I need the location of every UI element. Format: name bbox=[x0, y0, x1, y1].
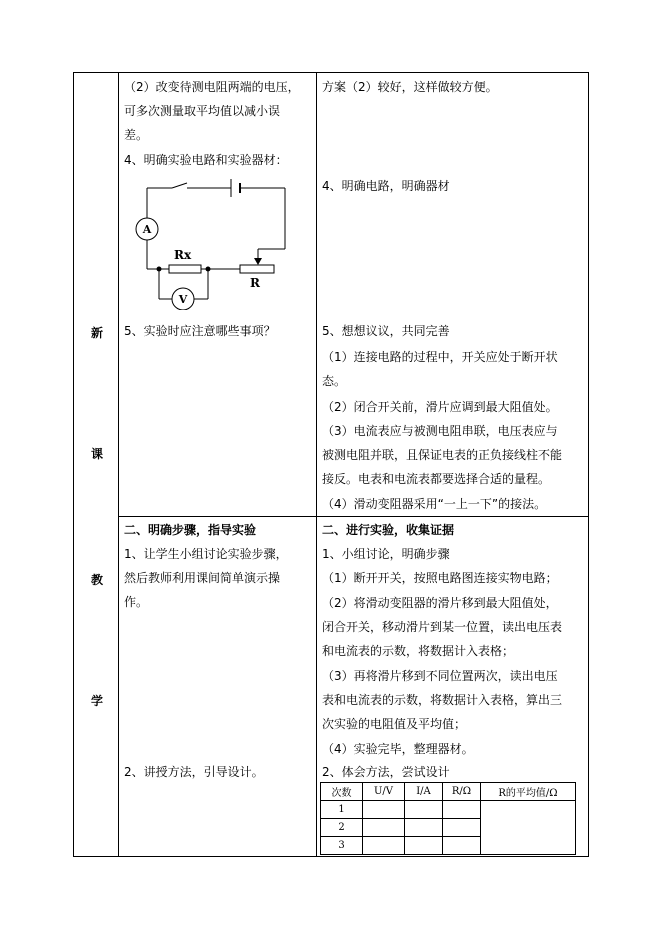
ammeter-label: A bbox=[142, 223, 152, 236]
voltmeter-label: V bbox=[178, 293, 188, 306]
right-bottom-p3-line2: 闭合开关，移动滑片到某一位置，读出电压表 bbox=[322, 620, 563, 634]
right-bottom-p3-line3: 和电流表的示数，将数据计入表格； bbox=[322, 644, 515, 658]
table-header-row bbox=[321, 783, 576, 801]
junction-node-left bbox=[157, 267, 162, 272]
right-bottom-heading: 二、进行实验，收集证据 bbox=[322, 523, 455, 537]
cell-current[interactable] bbox=[405, 801, 443, 819]
side-label-char-3: 教 bbox=[90, 573, 103, 587]
header-count: 次数 bbox=[321, 783, 363, 801]
column-divider-left bbox=[118, 72, 119, 857]
left-bottom-p1-line1: 1、让学生小组讨论实验步骤， bbox=[124, 547, 288, 561]
cell-voltage[interactable] bbox=[363, 819, 405, 837]
row-index: 1 bbox=[321, 801, 363, 819]
header-current: I/A bbox=[405, 783, 443, 801]
right-top-p7: （4）滑动变阻器采用“一上一下”的接法。 bbox=[322, 497, 547, 511]
rheostat-label: R bbox=[250, 276, 260, 290]
left-top-p1-line1: （2）改变待测电阻两端的电压， bbox=[124, 80, 300, 94]
right-top-p4-line1: （1）连接电路的过程中，开关应处于断开状 bbox=[322, 350, 558, 364]
cell-resistance[interactable] bbox=[443, 819, 481, 837]
header-resistance: R/Ω bbox=[443, 783, 481, 801]
left-bottom-heading: 二、明确步骤，指导实验 bbox=[124, 523, 257, 537]
right-bottom-p4-line3: 次实验的电阻值及平均值； bbox=[322, 717, 467, 731]
junction-node-right bbox=[206, 267, 211, 272]
left-bottom-p1-line3: 作。 bbox=[124, 595, 149, 609]
right-bottom-p4-line1: （3）再将滑片移到不同位置两次，读出电压 bbox=[322, 669, 558, 683]
cell-current[interactable] bbox=[405, 837, 443, 855]
header-average-resistance: R的平均值/Ω bbox=[481, 783, 576, 801]
header-voltage: U/V bbox=[363, 783, 405, 801]
right-bottom-p4-line2: 表和电流表的示数，将数据计入表格，算出三 bbox=[322, 693, 563, 707]
circuit-diagram bbox=[120, 170, 310, 310]
cell-resistance[interactable] bbox=[443, 801, 481, 819]
cell-voltage[interactable] bbox=[363, 837, 405, 855]
row-divider bbox=[118, 516, 589, 517]
row-index: 2 bbox=[321, 819, 363, 837]
cell-current[interactable] bbox=[405, 819, 443, 837]
right-top-p6-line3: 接反。电表和电流表都要选择合适的量程。 bbox=[322, 472, 551, 486]
cell-average-resistance[interactable] bbox=[481, 801, 576, 855]
side-label-char-4: 学 bbox=[90, 694, 103, 708]
right-bottom-p2: （1）断开开关，按照电路图连接实物电路； bbox=[322, 571, 558, 585]
left-top-p1-line3: 差。 bbox=[124, 128, 149, 142]
right-bottom-p5: （4）实验完毕，整理器材。 bbox=[322, 742, 474, 756]
row-index: 3 bbox=[321, 837, 363, 855]
column-divider-middle bbox=[316, 72, 317, 857]
right-bottom-p6: 2、体会方法，尝试设计 bbox=[322, 765, 450, 779]
cell-resistance[interactable] bbox=[443, 837, 481, 855]
table-row bbox=[321, 801, 576, 819]
resistor-rx bbox=[169, 265, 201, 273]
right-top-p6-line2: 被测电阻并联，且保证电表的正负接线柱不能 bbox=[322, 448, 563, 462]
data-table bbox=[320, 782, 576, 855]
left-top-p1-line2: 可多次测量取平均值以减小误 bbox=[124, 104, 281, 118]
right-top-p3: 5、想想议议，共同完善 bbox=[322, 324, 450, 338]
left-bottom-p2: 2、讲授方法，引导设计。 bbox=[124, 765, 264, 779]
side-label-char-1: 新 bbox=[90, 326, 103, 340]
rheostat bbox=[240, 265, 274, 273]
cell-voltage[interactable] bbox=[363, 801, 405, 819]
slider-arrow bbox=[254, 258, 262, 265]
left-bottom-p1-line2: 然后教师利用课间简单演示操 bbox=[124, 571, 281, 585]
right-top-p5: （2）闭合开关前，滑片应调到最大阻值处。 bbox=[322, 400, 558, 414]
right-bottom-p3-line1: （2）将滑动变阻器的滑片移到最大阻值处， bbox=[322, 596, 558, 610]
switch-blade bbox=[172, 183, 187, 188]
right-bottom-p1: 1、小组讨论，明确步骤 bbox=[322, 547, 450, 561]
left-top-p3: 5、实验时应注意哪些事项？ bbox=[124, 324, 276, 338]
right-top-p1: 方案（2）较好，这样做较方便。 bbox=[322, 80, 498, 94]
right-top-p2: 4、明确电路，明确器材 bbox=[322, 179, 450, 193]
right-top-p6-line1: （3）电流表应与被测电阻串联，电压表应与 bbox=[322, 424, 558, 438]
left-top-p2: 4、明确实验电路和实验器材： bbox=[124, 153, 288, 167]
resistor-rx-label: Rx bbox=[174, 248, 192, 262]
right-top-p4-line2: 态。 bbox=[322, 374, 347, 388]
side-label-char-2: 课 bbox=[90, 447, 103, 461]
